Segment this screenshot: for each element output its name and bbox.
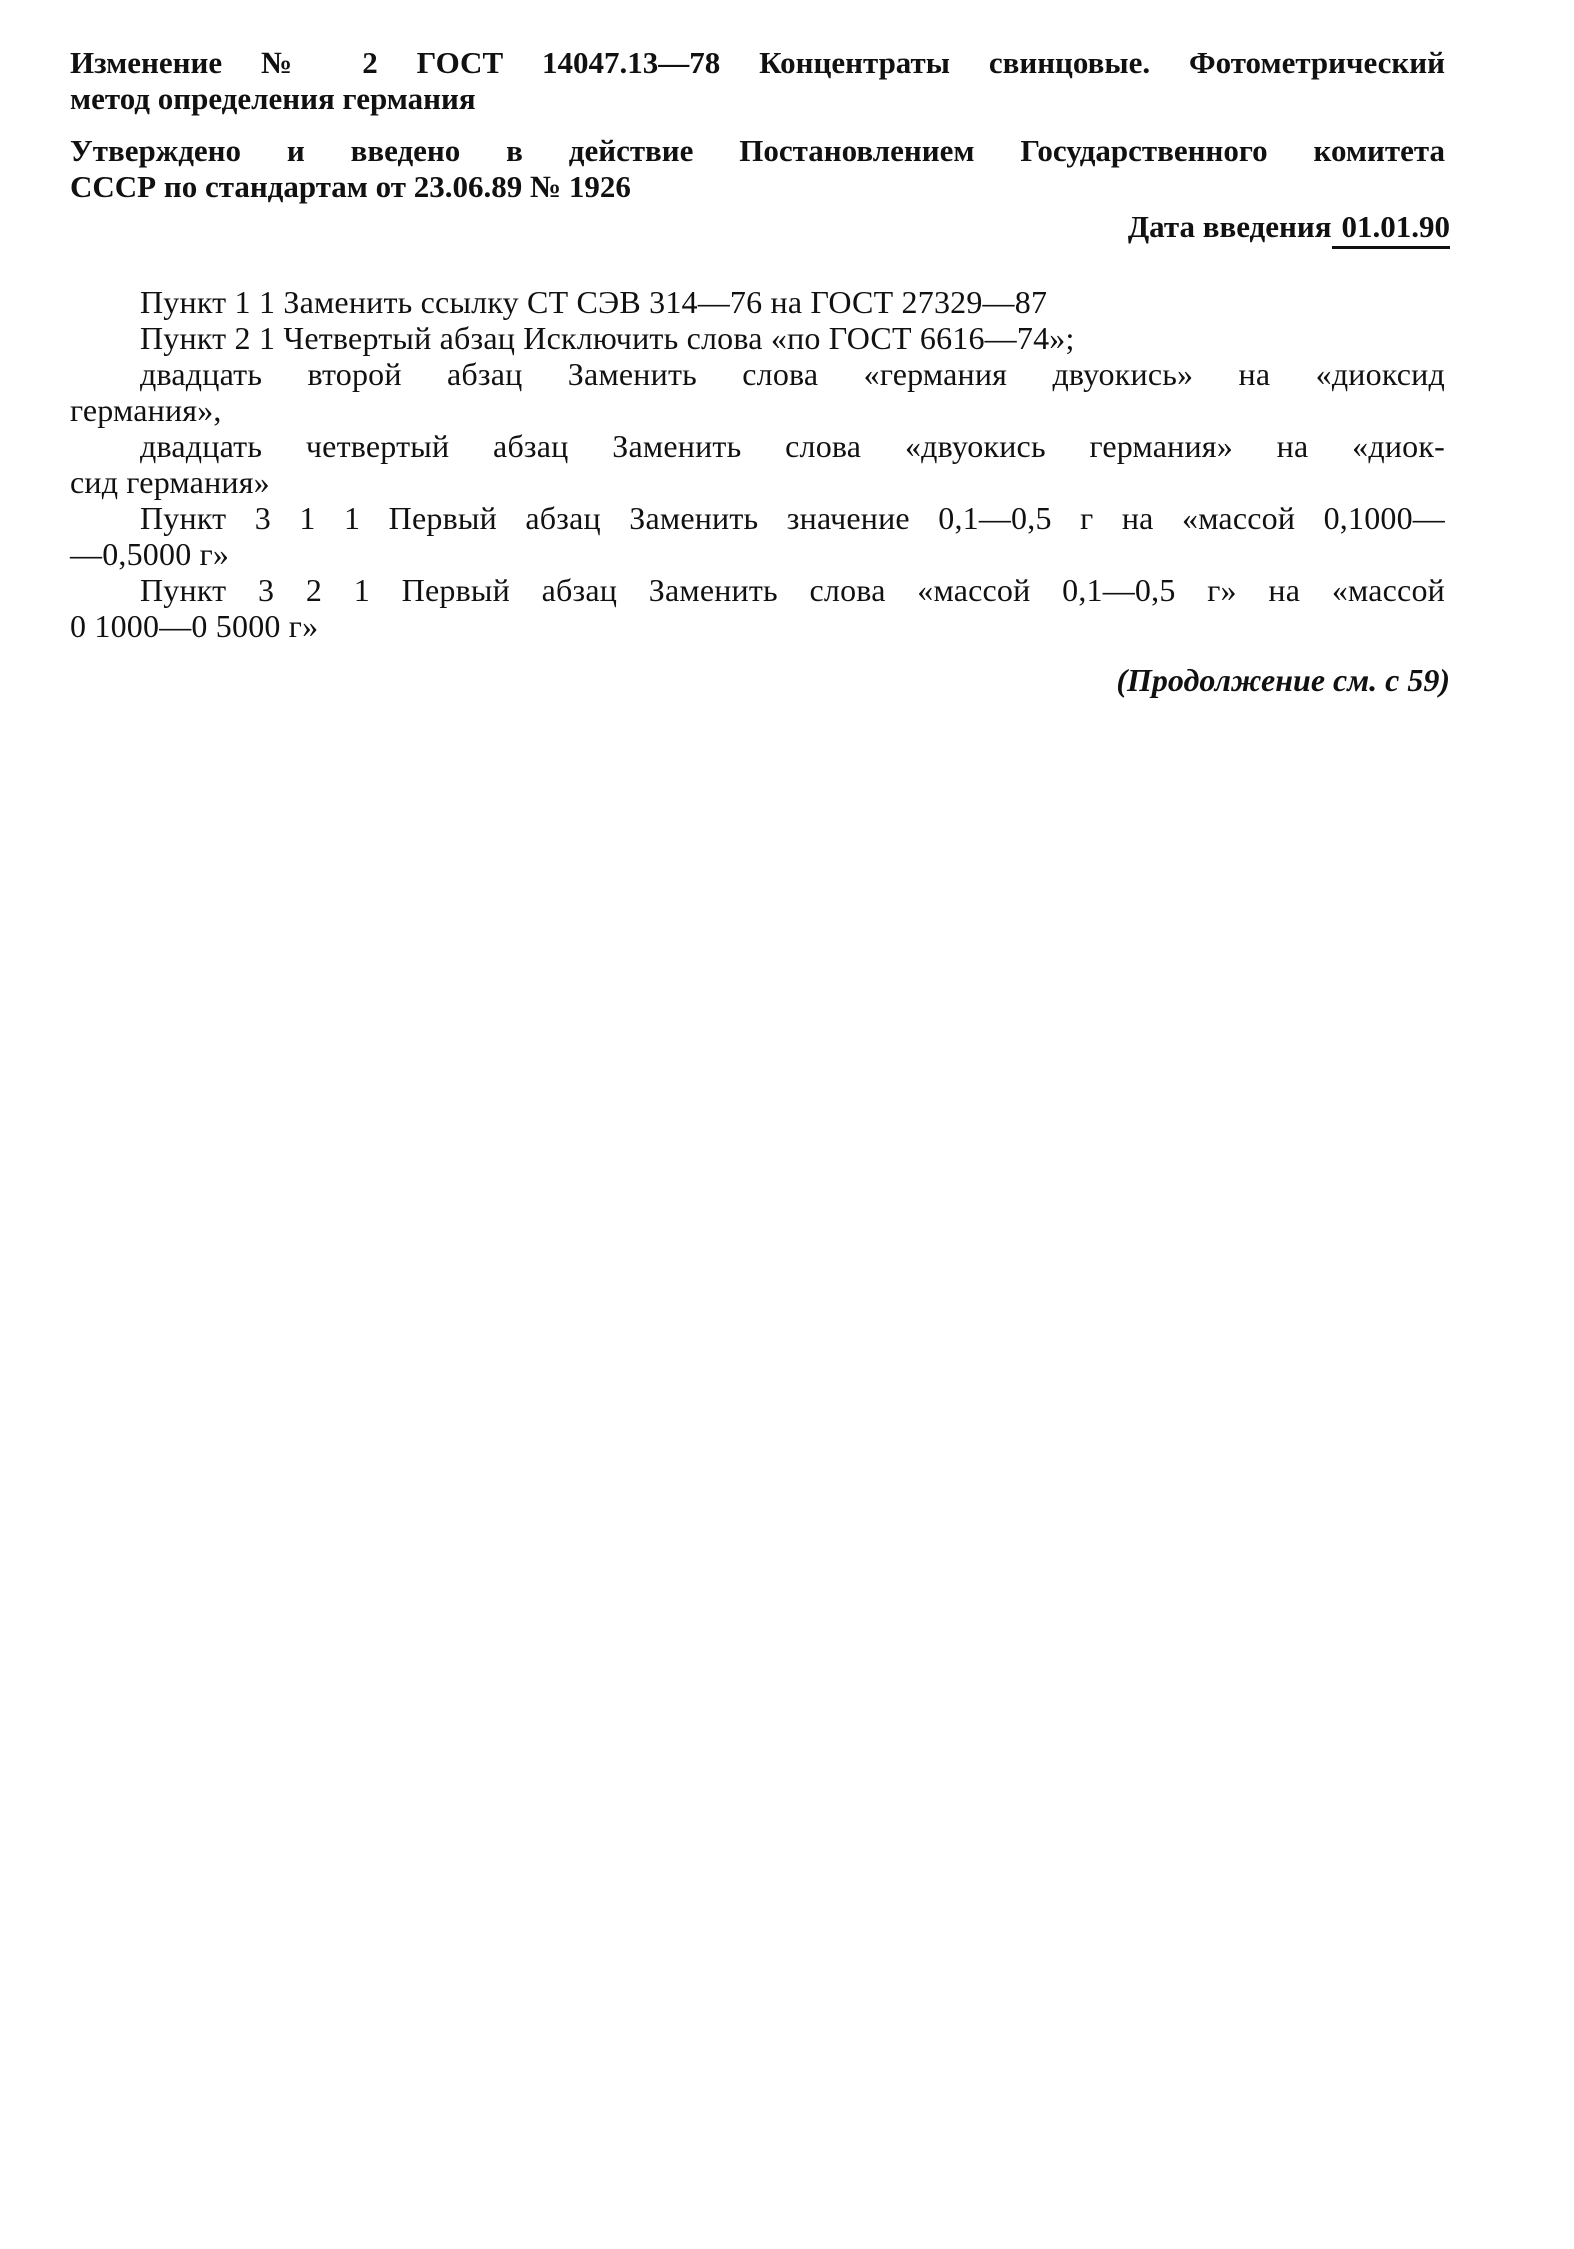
approval-line-1: Утверждено и введено в действие Постановлением Государственного комитета [70,133,1445,168]
body-line-5: двадцать четвертый абзац Заменить слова «двуокись германия» на «диок- [140,428,1445,464]
continuation-note: (Продолжение см. с 59) [1116,662,1450,698]
effective-date-value: 01.01.90 [1332,210,1451,249]
body-line-7: Пункт 3 1 1 Первый абзац Заменить значение 0,1—0,5 г на «массой 0,1000— [140,500,1445,536]
amendment-title-line-2: метод определения германия [70,81,476,116]
amendment-title-line-1: Изменение № 2 ГОСТ 14047.13—78 Концентраты свинцовые. Фотометрический [70,45,1445,80]
body-line-2: Пункт 2 1 Четвертый абзац Исключить слова «по ГОСТ 6616—74»; [140,320,1075,356]
approval-line-2: СССР по стандартам от 23.06.89 № 1926 [70,169,631,204]
body-line-6: сид германия» [70,464,270,500]
effective-date-label: Дата введения [1127,209,1332,244]
body-line-9: Пункт 3 2 1 Первый абзац Заменить слова «массой 0,1—0,5 г» на «массой [140,572,1445,608]
effective-date-block [1128,210,1450,249]
body-line-10: 0 1000—0 5000 г» [70,608,319,644]
body-line-3: двадцать второй абзац Заменить слова «германия двуокись» на «диоксид [140,356,1445,392]
body-line-1: Пункт 1 1 Заменить ссылку СТ СЭВ 314—76 на ГОСТ 27329—87 [140,284,1048,320]
body-line-8: —0,5000 г» [70,536,230,572]
body-line-4: германия», [70,392,222,428]
